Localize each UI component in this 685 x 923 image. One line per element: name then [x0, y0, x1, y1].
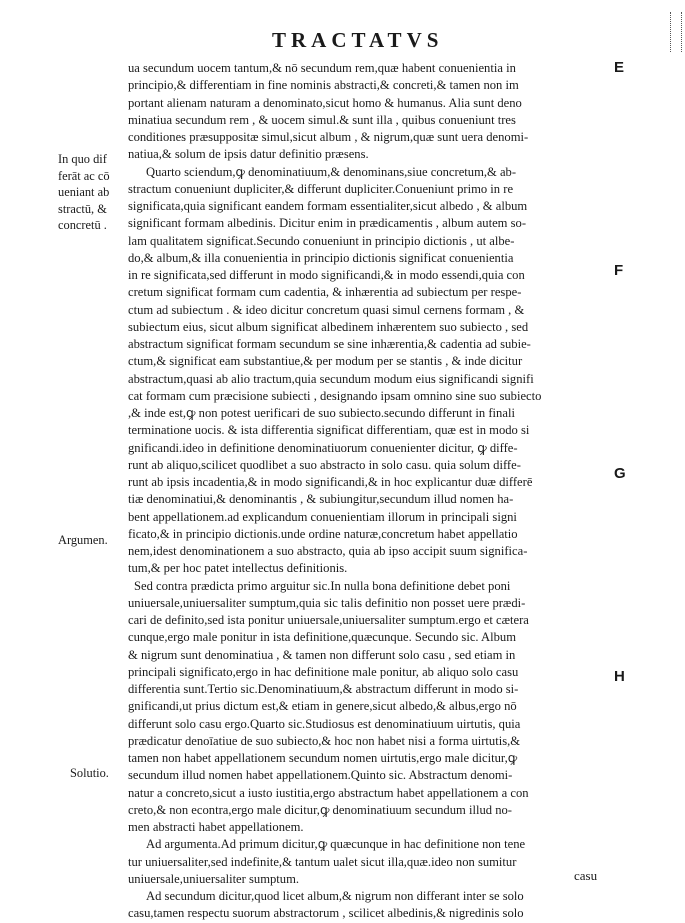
text-line: Quarto sciendum,ꝙ denominatiuum,& denominans,siue concretum,& ab- — [146, 164, 517, 179]
text-line: uniuersale,uniuersaliter sumptum. — [128, 871, 300, 886]
text-line: cunque,ergo male ponitur in ista definitione,quæcunque. Secundo sic. Album — [128, 630, 517, 645]
section-letter-e: E — [614, 59, 625, 76]
section-letter-g: G — [614, 465, 626, 482]
text-line: uniuersale,uniuersaliter sumptum,quia sic talis definitio non posset uere prædi- — [128, 595, 526, 610]
margin-note-argumen — [58, 532, 124, 549]
text-line: tamen non habet appellationem secundum nomen uirtutis,ergo male dicitur,ꝙ — [128, 751, 518, 765]
text-line: prædicatur denoīatiue de suo subiecto,& hoc non habet nisi a forma uirtutis,& — [128, 733, 521, 748]
page-edge-scan-artifact — [670, 12, 682, 52]
text-line: runt ab ipsis incadentia,& in modo significandi,& in hoc explicantur duæ differē — [128, 475, 533, 489]
margin-line: ferāt ac cō — [58, 168, 110, 183]
margin-line: Argumen. — [58, 533, 108, 547]
margin-line: concretū . — [58, 218, 107, 233]
margin-line: In quo dif — [58, 152, 107, 166]
text-line: tur uniuersaliter,sed indefinite,& tantum ualet sicut illa,quæ.ideo non sumitur — [128, 854, 517, 869]
text-line: nem,idest denominationem a suo abstracto, quia ab ipso accipit suum significa- — [128, 544, 528, 558]
text-line: ctum,& significat eam substantiue,& per modum per se stantis , & inde dicitur — [128, 354, 523, 369]
text-line: cretum significat formam cum cadentia, & inhærentia ad subiectum per respe- — [128, 285, 522, 300]
text-line: principio,& differentiam in fine nominis abstracti,& concreti,& tamen non im — [128, 78, 519, 93]
text-line: gnificandi,ut prius dictum est,& etiam in genere,sicut albedo,& albus,ergo nō — [128, 699, 517, 714]
text-line: creto,& non econtra,ergo male dicitur,ꝙ denominatiuum secundum illud no- — [128, 802, 512, 817]
section-letter-h: H — [614, 668, 625, 685]
running-head: TRACTATVS — [272, 28, 444, 52]
text-line: differentia sunt.Tertio sic.Denominatiuum,& abstractum differunt in modo si- — [128, 682, 519, 696]
text-line: bent appellationem.ad explicandum conuenientiam illorum in principali signi — [128, 509, 517, 524]
body-text — [128, 60, 608, 923]
text-line: ,& inde est,ꝙ non potest uerificari de suo subiecto.secundo differunt in finali — [128, 406, 515, 420]
text-line: tum,& per hoc patet intellectus definitionis. — [128, 561, 348, 576]
text-line: cari de definito,sed ista ponitur uniuersale,uniuersaliter sumptum.ergo et cætera — [128, 613, 529, 627]
text-line: Sed contra prædicta primo arguitur sic.In nulla bona definitione debet poni — [134, 578, 511, 593]
margin-note-solutio — [70, 765, 136, 782]
margin-line: stractū, & — [58, 201, 107, 216]
text-line: ua secundum uocem tantum,& nō secundum rem,quæ habent conuenientia in — [128, 61, 516, 75]
text-line: cat formam cum præcisione subiecti , designando ipsam omnino sine suo subiecto — [128, 388, 542, 403]
text-line: secundum illud nomen habet appellationem.Quinto sic. Abstractum denomi- — [128, 768, 513, 783]
text-line: casu,tamen respectu suorum abstractorum , scilicet albedinis,& nigredinis solo — [128, 906, 524, 921]
text-line: & nigrum sunt denominatiua , & tamen non differunt solo casu , sed etiam in — [128, 647, 516, 662]
text-line: gnificandi.ideo in definitione denominatiuorum conuenienter dicitur, ꝙ diffe- — [128, 440, 518, 455]
text-line: conditiones præsuppositæ simul,sicut album , & nigrum,quæ sunt uera denomi- — [128, 130, 529, 144]
text-line: Ad argumenta.Ad primum dicitur,ꝙ quæcunque in hac definitione non tene — [146, 837, 526, 852]
margin-line: ueniant ab — [58, 185, 110, 200]
text-line: in re significata,sed differunt in modo significandi,& in modo essendi,quia con — [128, 268, 525, 282]
text-line: men abstracti habet appellationem. — [128, 820, 304, 834]
text-line: differunt solo casu ergo.Quarto sic.Studiosus est denominatiuum uirtutis, quia — [128, 716, 521, 731]
text-line: minatiua secundum rem , & uocem simul.& sunt illa , quibus conueniunt tres — [128, 112, 516, 127]
text-line: abstractum significat formam secundum se sine inhærentia,& cadentia ad subie- — [128, 337, 531, 351]
catchword: casu — [574, 868, 598, 883]
text-line: terminatione uocis. & ista differentia significat differentiam, quæ est in modo si — [128, 423, 530, 438]
text-line: principali significato,ergo in hac definitione male ponitur, ab aliquo solo casu — [128, 664, 519, 679]
text-line: significant formam albedinis. Dicitur enim in prædicamentis , album autem so- — [128, 216, 527, 231]
text-line: Ad secundum dicitur,quod licet album,& nigrum non differant inter se solo — [146, 889, 524, 903]
margin-line: Solutio. — [70, 766, 109, 780]
text-line: significata,quia significant eandem formam essentialiter,sicut albedo , & album — [128, 199, 528, 213]
text-line: ctum ad subiectum . & ideo dicitur concretum quasi simul cernens formam , & — [128, 302, 525, 317]
text-line: runt ab aliquo,scilicet quodlibet a suo abstracto in solo casu. quia solum diffe- — [128, 457, 521, 472]
text-line: natur a concreto,sicut a iusto iustitia,ergo abstractum habet appellationem a con — [128, 785, 529, 800]
text-line: tiæ denominatiui,& denominantis , & subiungitur,secundum illud nomen ha- — [128, 492, 514, 507]
text-line: portant alienam naturam a denominato,sicut homo & humanus. Alia sunt deno — [128, 95, 522, 110]
margin-note-in-quo — [58, 151, 124, 234]
section-letter-f: F — [614, 262, 624, 279]
text-line: subiectum eius, sicut album significat albedinem inhærentem suo subiecto , sed — [128, 319, 529, 334]
text-line: abstractum,quasi ab alio tractum,quia secundum modum eius significandi signifi — [128, 371, 534, 386]
text-line: natiua,& solum de ipsis datur definitio præsens. — [128, 147, 369, 162]
text-line: lam qualitatem significat.Secundo conueniunt in principio dictionis , ut albe- — [128, 233, 515, 248]
text-line: stractum conueniunt dupliciter,& differunt dupliciter.Conueniunt primo in re — [128, 181, 514, 196]
text-line: do,& album,& illa conuenientia in principio dictionis significat conuenientia — [128, 250, 514, 265]
text-line: ficato,& in principio dictionis.unde ordine naturæ,concretum habet appellatio — [128, 526, 518, 541]
